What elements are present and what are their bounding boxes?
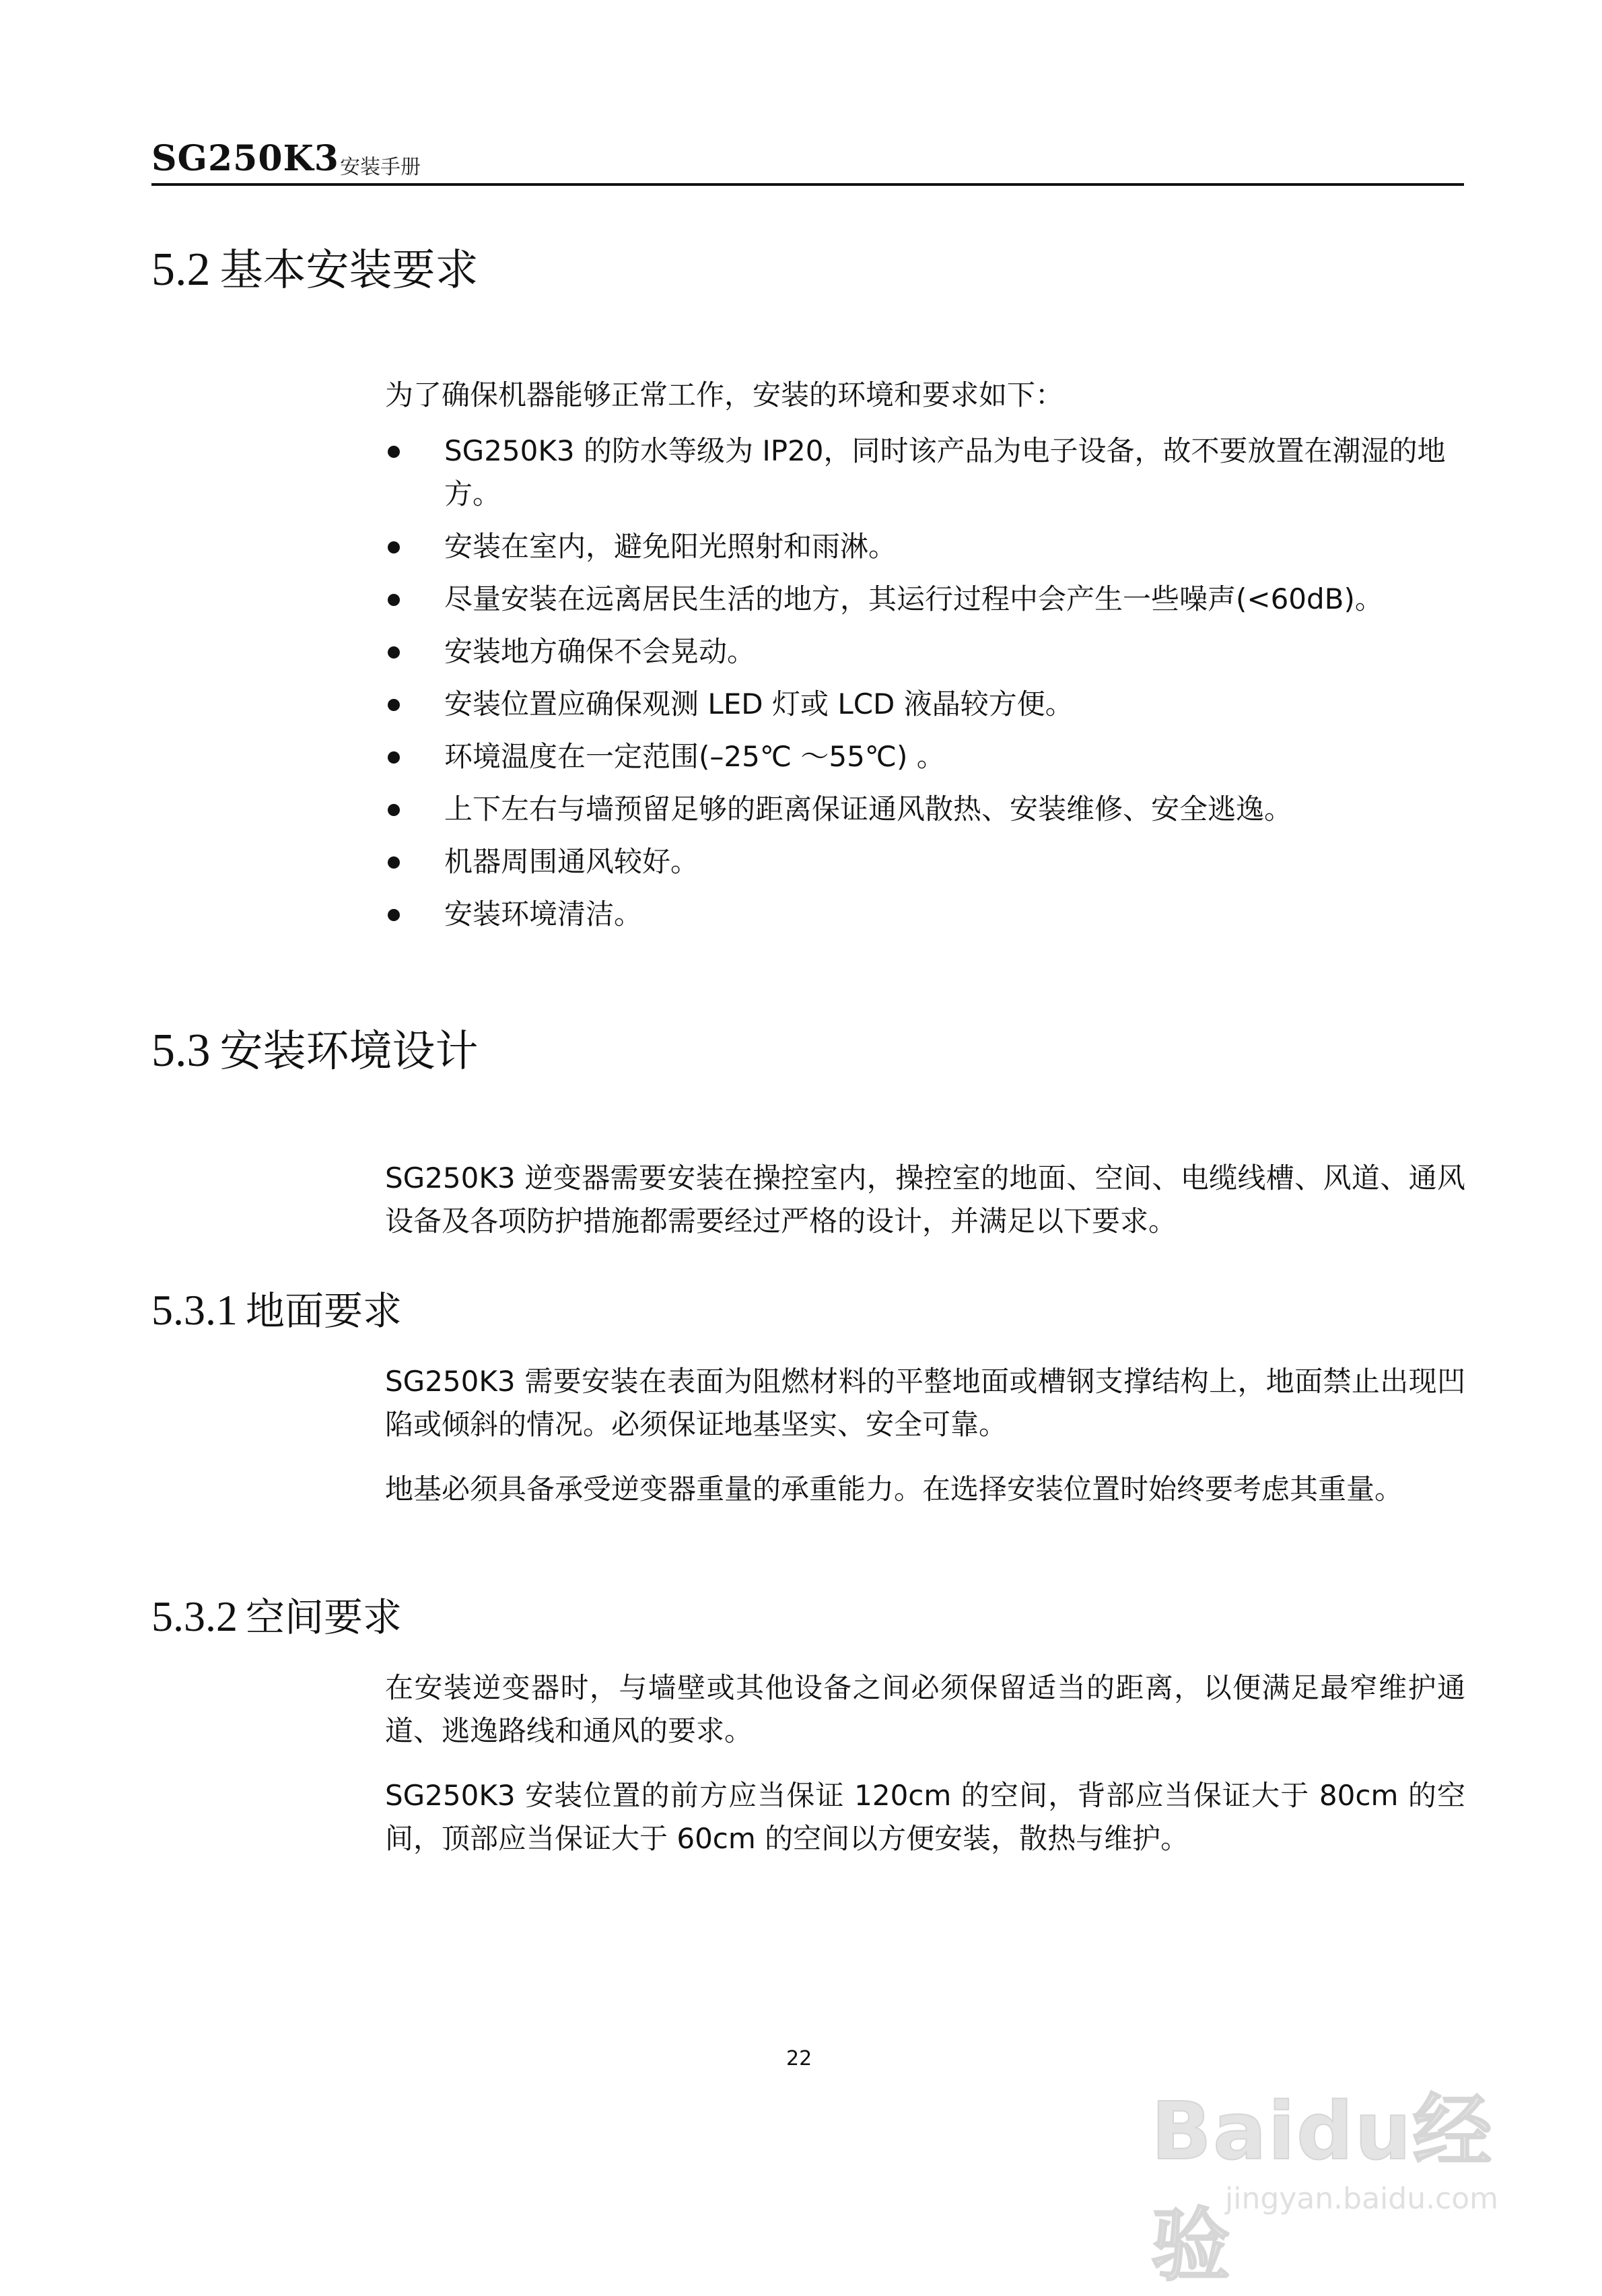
- section-number: 5.3.1: [151, 1286, 238, 1334]
- baidu-watermark: [1144, 2067, 1521, 2292]
- section-title: 地面要求: [246, 1288, 403, 1334]
- page-number: 22: [786, 2047, 812, 2070]
- list-item: 环境温度在一定范围(–25℃ ～55℃) 。: [385, 735, 1469, 778]
- section-heading-5-3: [151, 1017, 479, 1079]
- section-heading-5-3-2: [151, 1586, 402, 1642]
- section-title: 安装环境设计: [219, 1027, 479, 1077]
- bullet-dot-icon: [388, 446, 400, 458]
- list-item: 机器周围通风较好。: [385, 840, 1469, 883]
- section-5-2-intro: 为了确保机器能够正常工作，安装的环境和要求如下：: [385, 378, 1064, 411]
- list-item: 尽量安装在远离居民生活的地方，其运行过程中会产生一些噪声(<60dB)。: [385, 578, 1469, 621]
- section-5-3-1-para-1: SG250K3 需要安装在表面为阻燃材料的平整地面或槽钢支撑结构上，地面禁止出现凹陷或倾斜的情况。必须保证地基坚实、安全可靠。: [385, 1365, 1465, 1441]
- bullet-dot-icon: [388, 804, 400, 816]
- bullet-dot-icon: [388, 751, 400, 764]
- list-item: 上下左右与墙预留足够的距离保证通风散热、安装维修、安全逃逸。: [385, 788, 1469, 831]
- bullet-dot-icon: [388, 541, 400, 553]
- requirements-list: [385, 430, 1469, 945]
- bullet-dot-icon: [388, 646, 400, 659]
- header-subtitle: 安装手册: [340, 156, 421, 179]
- section-number: 5.3.2: [151, 1592, 238, 1640]
- section-heading-5-2: [151, 236, 479, 298]
- list-item: 安装在室内，避免阳光照射和雨淋。: [385, 525, 1469, 568]
- section-5-3-2-para-2: SG250K3 安装位置的前方应当保证 120cm 的空间，背部应当保证大于 80cm 的空间，顶部应当保证大于 60cm 的空间以方便安装，散热与维护。: [385, 1779, 1465, 1855]
- list-item: SG250K3 的防水等级为 IP20，同时该产品为电子设备，故不要放置在潮湿的地方。: [385, 430, 1469, 516]
- bullet-dot-icon: [388, 909, 400, 921]
- section-5-3-2-para-1: 在安装逆变器时，与墙壁或其他设备之间必须保留适当的距离，以便满足最窄维护通道、逃逸路线和通风的要求。: [385, 1671, 1465, 1747]
- watermark-url: jingyan.baidu.com: [1225, 2182, 1499, 2216]
- bullet-dot-icon: [388, 856, 400, 869]
- section-title: 空间要求: [246, 1594, 403, 1640]
- list-item: 安装位置应确保观测 LED 灯或 LCD 液晶较方便。: [385, 683, 1469, 726]
- watermark-logo: Baidu经验: [1151, 2085, 1494, 2292]
- header-title: SG250K3: [151, 138, 339, 179]
- page-header: [151, 138, 1464, 185]
- section-5-3-1-para-2: 地基必须具备承受逆变器重量的承重能力。在选择安装位置时始终要考虑其重量。: [385, 1473, 1403, 1506]
- bullet-dot-icon: [388, 594, 400, 606]
- section-number: 5.3: [151, 1025, 211, 1077]
- header-divider: [151, 183, 1464, 186]
- section-5-3-body: SG250K3 逆变器需要安装在操控室内，操控室的地面、空间、电缆线槽、风道、通风设备及各项防护措施都需要经过严格的设计，并满足以下要求。: [385, 1161, 1465, 1238]
- section-number: 5.2: [151, 244, 211, 296]
- list-item: 安装环境清洁。: [385, 893, 1469, 936]
- bullet-dot-icon: [388, 699, 400, 711]
- list-item: 安装地方确保不会晃动。: [385, 630, 1469, 673]
- section-heading-5-3-1: [151, 1279, 402, 1336]
- section-title: 基本安装要求: [219, 246, 479, 296]
